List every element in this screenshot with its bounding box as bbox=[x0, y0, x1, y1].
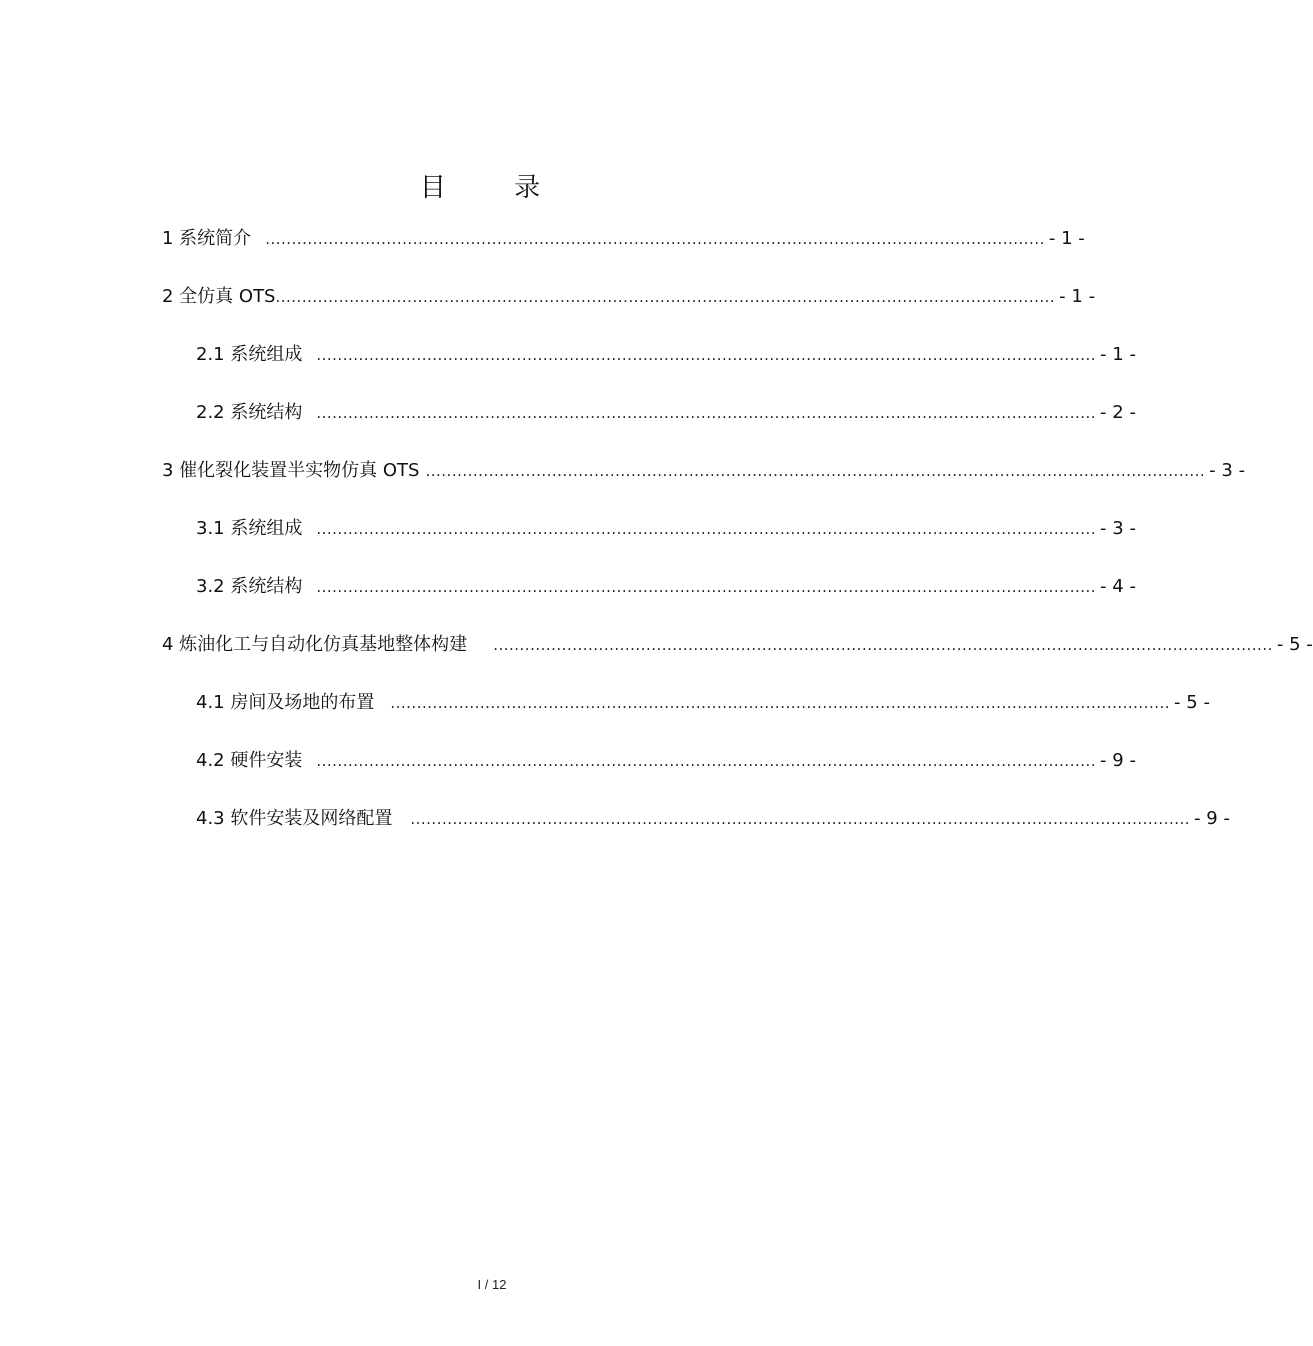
toc-entry-label: 3.2 系统结构 bbox=[196, 576, 303, 597]
toc-entry-2-2[interactable] bbox=[196, 398, 1136, 428]
toc-entry-4-2[interactable] bbox=[196, 746, 1136, 776]
toc-leader-dots: .................................................................................................................................................... bbox=[316, 520, 1097, 538]
toc-entry-page: - 4 - bbox=[1100, 576, 1136, 597]
toc-leader-dots: .................................................................................................................................................... bbox=[275, 288, 1056, 306]
toc-entry-page: - 3 - bbox=[1209, 460, 1246, 481]
toc-leader-dots: .................................................................................................................................................... bbox=[316, 752, 1097, 770]
toc-entry-label: 1 系统简介 bbox=[162, 228, 252, 249]
toc-leader-dots: .................................................................................................................................................... bbox=[425, 462, 1206, 480]
toc-entry-page: - 1 - bbox=[1100, 344, 1136, 365]
toc-entry-label: 2.1 系统组成 bbox=[196, 344, 303, 365]
toc-leader-dots: .................................................................................................................................................... bbox=[265, 230, 1045, 248]
page-number-footer: I / 12 bbox=[477, 1277, 507, 1292]
toc-entry-label: 4.3 软件安装及网络配置 bbox=[196, 808, 393, 829]
toc-entry-3-2[interactable] bbox=[196, 572, 1136, 602]
toc-entry-4-1[interactable] bbox=[196, 688, 1210, 718]
toc-entry-label: 2 全仿真 OTS bbox=[162, 286, 276, 307]
toc-entry-page: - 3 - bbox=[1100, 518, 1136, 539]
toc-entry-4-3[interactable] bbox=[196, 804, 1230, 834]
toc-entry-label: 4.2 硬件安装 bbox=[196, 750, 303, 771]
toc-entry-label: 3.1 系统组成 bbox=[196, 518, 303, 539]
toc-leader-dots: .................................................................................................................................................... bbox=[316, 346, 1097, 364]
toc-leader-dots: .................................................................................................................................................... bbox=[316, 404, 1097, 422]
toc-leader-dots: .................................................................................................................................................... bbox=[390, 694, 1171, 712]
toc-entry-3-1[interactable] bbox=[196, 514, 1136, 544]
toc-entry-page: - 2 - bbox=[1100, 402, 1136, 423]
toc-entry-1[interactable] bbox=[162, 224, 1085, 254]
toc-entry-label: 3 催化裂化装置半实物仿真 OTS bbox=[162, 460, 420, 481]
toc-title: 目 录 bbox=[419, 173, 571, 203]
toc-entry-label: 2.2 系统结构 bbox=[196, 402, 303, 423]
toc-entry-label: 4 炼油化工与自动化仿真基地整体构建 bbox=[162, 634, 468, 655]
toc-leader-dots: .................................................................................................................................................... bbox=[316, 578, 1097, 596]
toc-entry-label: 4.1 房间及场地的布置 bbox=[196, 692, 375, 713]
toc-entry-page: - 9 - bbox=[1100, 750, 1136, 771]
toc-entry-page: - 1 - bbox=[1048, 228, 1085, 249]
toc-entry-3[interactable] bbox=[162, 456, 1246, 486]
toc-entry-2-1[interactable] bbox=[196, 340, 1136, 370]
toc-entry-page: - 9 - bbox=[1194, 808, 1230, 829]
toc-entry-page: - 5 - bbox=[1276, 634, 1313, 655]
toc-entry-page: - 5 - bbox=[1174, 692, 1210, 713]
toc-leader-dots: .................................................................................................................................................... bbox=[410, 810, 1191, 828]
toc-leader-dots: .................................................................................................................................................... bbox=[493, 636, 1273, 654]
toc-entry-page: - 1 - bbox=[1059, 286, 1096, 307]
toc-entry-4[interactable] bbox=[162, 630, 1313, 660]
toc-entry-2[interactable] bbox=[162, 282, 1096, 312]
